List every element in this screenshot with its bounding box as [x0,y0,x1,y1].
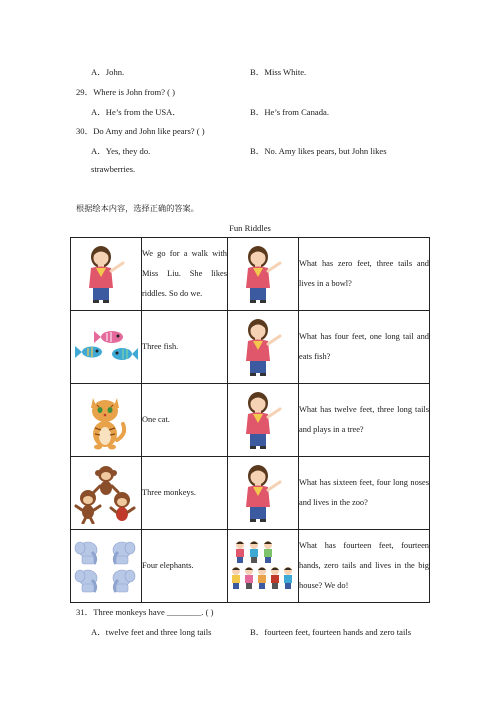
q28-option-a: A．John. [91,67,125,77]
q31-option-a: A．twelve feet and three long tails [91,627,212,637]
table-row [71,384,430,457]
table-title: Fun Riddles [229,223,271,233]
q30-option-b: B．No. Amy likes pears, but John likes [250,146,387,156]
q31-text: 31．Three monkeys have ________. ( ) [76,607,214,617]
girl-icon [228,311,299,384]
riddle-left-text: We go for a walk with Miss Liu. She likes riddles. So do we. [142,238,228,311]
table-row [71,311,430,384]
riddle-right-text: What has sixteen feet, four long noses and lives in the zoo? [299,457,430,530]
table-row [71,457,430,530]
riddle-left-text: One cat. [142,384,228,457]
monkey-icon [71,457,142,530]
girl-icon [228,457,299,530]
table-row [71,530,430,603]
riddle-right-text: What has zero feet, three tails and lives in a bowl? [299,238,430,311]
instruction: 根据绘本内容，选择正确的答案。 [76,203,199,213]
q29-text: 29．Where is John from? ( ) [76,87,176,97]
q30-text: 30．Do Amy and John like pears? ( ) [76,126,205,136]
q28-option-b: B．Miss White. [250,67,307,77]
girl-icon [71,238,142,311]
riddle-left-text: Three fish. [142,311,228,384]
riddle-right-text: What has four feet, one long tail and eats fish? [299,311,430,384]
riddle-left-text: Three monkeys. [142,457,228,530]
table-row [71,238,430,311]
riddle-left-text: Four elephants. [142,530,228,603]
girl-icon [228,384,299,457]
riddle-right-text: What has fourteen feet, fourteen hands, zero tails and lives in the big house? We do! [299,530,430,603]
cat-icon [71,384,142,457]
q31-option-b: B．fourteen feet, fourteen hands and zero tails [250,627,412,637]
girl-icon [228,238,299,311]
q29-option-a: A．He’s from the USA． [91,107,181,117]
q30-option-a: A．Yes, they do. [91,146,151,156]
riddles-table [70,237,430,603]
elephant-icon [71,530,142,603]
children-icon [228,530,299,603]
q30-option-b-cont: strawberries. [91,164,136,174]
riddle-right-text: What has twelve feet, three long tails and plays in a tree? [299,384,430,457]
fish-icon [71,311,142,384]
q29-option-b: B．He’s from Canada. [250,107,329,117]
